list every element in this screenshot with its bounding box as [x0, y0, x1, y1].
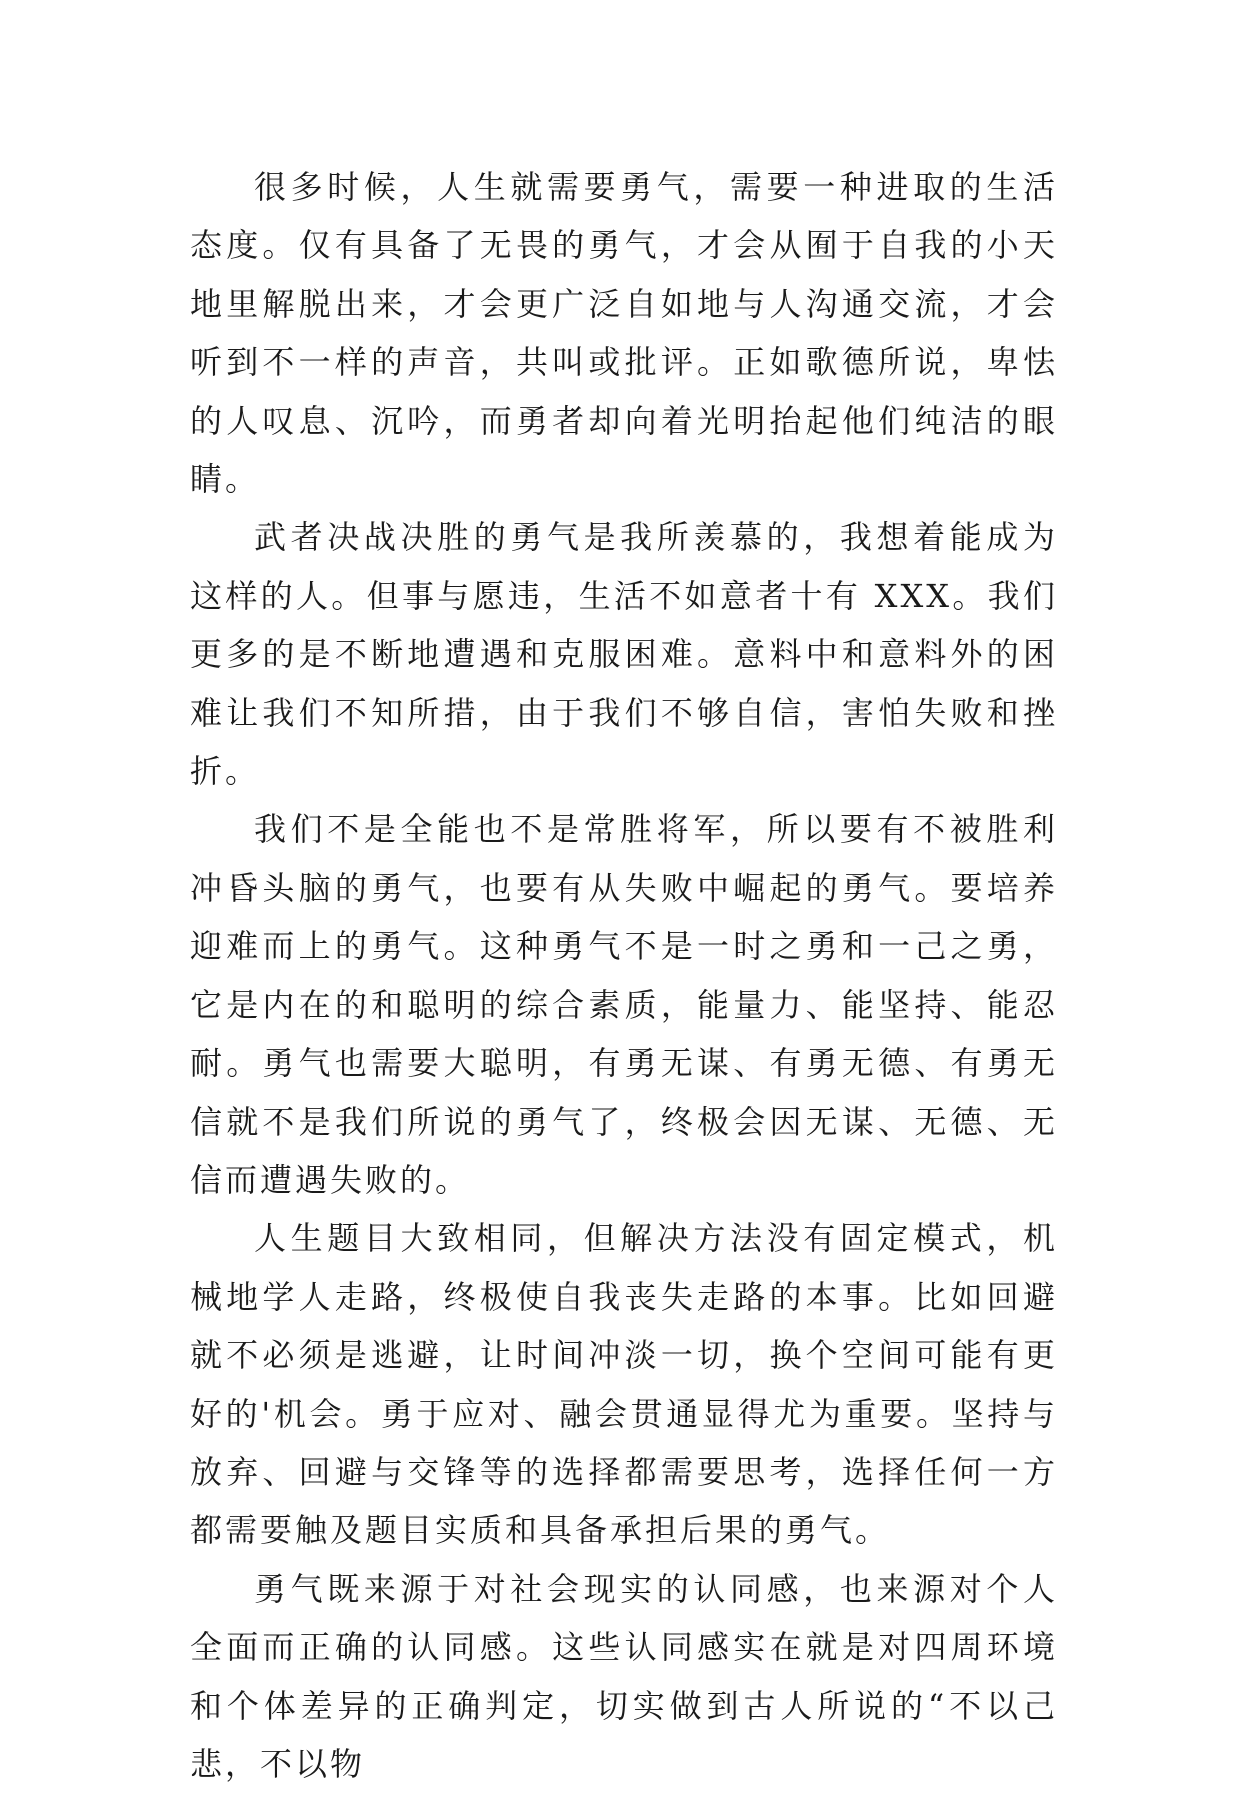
- document-body: [190, 158, 1058, 1793]
- paragraph-1: 很多时候，人生就需要勇气，需要一种进取的生活态度。仅有具备了无畏的勇气，才会从囿于自我的小天地里解脱出来，才会更广泛自如地与人沟通交流，才会听到不一样的声音，共叫或批评。正如歌德所说，卑怯的人叹息、沉吟，而勇者却向着光明抬起他们纯洁的眼睛。: [190, 168, 1058, 499]
- paragraph-3: 我们不是全能也不是常胜将军，所以要有不被胜利冲昏头脑的勇气，也要有从失败中崛起的勇气。要培养迎难而上的勇气。这种勇气不是一时之勇和一己之勇，它是内在的和聪明的综合素质，能量力、能坚持、能忍耐。勇气也需要大聪明，有勇无谋、有勇无德、有勇无信就不是我们所说的勇气了，终极会因无谋、无德、无信而遭遇失败的。: [190, 810, 1058, 1199]
- paragraph-2: 武者决战决胜的勇气是我所羡慕的，我想着能成为这样的人。但事与愿违，生活不如意者十有 XXX。我们更多的是不断地遭遇和克服困难。意料中和意料外的困难让我们不知所措，由于我们不够自信，害怕失败和挫折。: [190, 518, 1058, 791]
- paragraph-4: 人生题目大致相同，但解决方法没有固定模式，机械地学人走路，终极使自我丧失走路的本事。比如回避就不必须是逃避，让时间冲淡一切，换个空间可能有更好的'机会。勇于应对、融会贯通显得尤为重要。坚持与放弃、回避与交锋等的选择都需要思考，选择任何一方都需要触及题目实质和具备承担后果的勇气。: [190, 1219, 1058, 1550]
- paragraph-5: 勇气既来源于对社会现实的认同感，也来源对个人全面而正确的认同感。这些认同感实在就是对四周环境和个体差异的正确判定，切实做到古人所说的“不以己悲，不以物: [190, 1569, 1058, 1783]
